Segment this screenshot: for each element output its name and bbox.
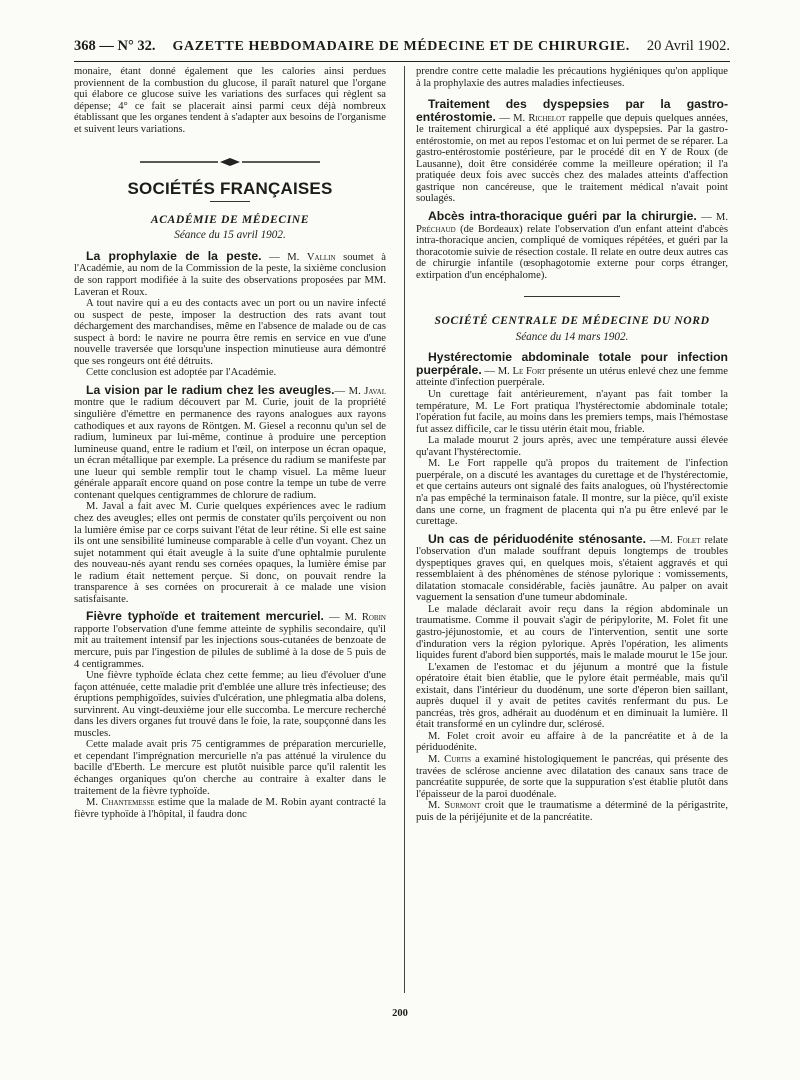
- section-heading: SOCIÉTÉS FRANÇAISES: [127, 179, 333, 199]
- left-column: [74, 66, 386, 820]
- author-name: Javal: [364, 385, 386, 397]
- article-paragraph: Cette conclusion est adoptée par l'Académie.: [86, 367, 277, 379]
- masthead-title: GAZETTE HEBDOMADAIRE DE MÉDECINE ET DE CHIRURGIE.: [172, 39, 630, 54]
- article-abscess: Abcès intra-thoracique guéri par la chirurgie. — M. Préchaud (de Bordeaux) relate l'observation d'un enfant atteint d'abcès intra-thoracique ancien, compliqué de vomiques répétées, et guéri par la thoracotomie suivie de résection costale. Il relate en outre deux autres cas de chirurgie infantile (œsophagotomie externe pour corps étranger, extirpation d'un encéphalome).: [416, 209, 728, 281]
- article-paragraph: Une fièvre typhoïde éclata chez cette femme; au lieu d'évoluer d'une façon atténuée, cette maladie prit d'emblée une allure très infectieuse; des éruptions pemphigoïdes, suivies d'ulcération, une phlegmatia alba dolens, survinrent. Au vingt-deuxième jour elle succomba. Le mercure recherché dans les divers organes fut trouvé dans le foie, la rate, soupçonné dans les muscles.: [74, 670, 386, 739]
- article-paragraph: M. Curtis a examiné histologiquement le pancréas, qui présente des travées de sclérose ancienne avec dilatation des canaux sans trace de pancréatite suppurée, de sorte que la suppuration s'est établie plutôt dans l'épaisseur de la paroi duodénale.: [416, 753, 728, 800]
- issue-date: 20 Avril 1902.: [646, 38, 730, 54]
- article-paragraph: M. Javal a fait avec M. Curie quelques expériences avec le radium chez des aveugles; elles ont permis de constater qu'ils perçoivent ou non la lumière émise par ce corps suivant l'état de leur rétine. Si elle est saine ils ont une sensibilité lumineuse comparable à celle d'un voyant. Chez un sujet notamment qui était aveugle à la suite d'une ophtalmie purulente des nouveau-nés ayant rendu ses cornées opaques, la lumière émise par le radium était nettement perçue. Si donc, on pouvait rendre la transparence à ses cornées on procurerait à ce malade une vision satisfaisante.: [74, 501, 386, 605]
- session-date: Séance du 15 avril 1902.: [174, 229, 286, 242]
- author-name: Vallin: [306, 251, 336, 263]
- article-title: Fièvre typhoïde et traitement mercuriel.: [86, 609, 324, 624]
- continued-paragraph: prendre contre cette maladie les précautions hygiéniques qu'on applique à la prophylaxie des autres maladies infectieuses.: [416, 66, 728, 89]
- article-title: Abcès intra-thoracique guéri par la chirurgie.: [428, 209, 697, 224]
- right-column: [416, 66, 728, 823]
- article-title: Un cas de périduodénite sténosante.: [428, 531, 647, 546]
- article-title: La vision par le radium chez les aveugles.: [86, 382, 335, 397]
- author-name: Folet: [676, 534, 701, 546]
- article-paragraph: Un curettage fait antérieurement, n'ayant pas fait tomber la température, M. Le Fort pratiqua l'hystérectomie abdominale totale; l'opération fut facile, au moins dans les premiers temps, mais l'hémostase fut assez difficile, car le tissu utérin était mou, friable.: [416, 389, 728, 435]
- article-paragraph: Cette malade avait pris 75 centigrammes de préparation mercurielle, et cependant l'imprégnation mercurielle n'a pas atténué la virulence du bacille d'Eberth. Le mercure est plutôt nuisible parce qu'il ralentit les échanges organiques qu'on cherche au contraire à exalter dans le traitement de la fièvre typhoïde.: [74, 739, 386, 797]
- author-name: Le Fort: [512, 365, 546, 377]
- session-date: Séance du 14 mars 1902.: [515, 330, 629, 343]
- author-name: Surmont: [444, 800, 481, 812]
- article-paragraph: La malade mourut 2 jours après, avec une température aussi élevée qu'avant l'hystérectomie.: [416, 435, 728, 458]
- author-name: Chantemesse: [101, 797, 155, 809]
- author-name: Curtis: [444, 753, 472, 765]
- article-paragraph: A tout navire qui a eu des contacts avec un port ou un navire infecté ou suspect de peste, imposer la destruction des rats avant tout déchargement des marchandises, même en l'absence de malade ou de cas suspect à bord: le navire ne pourra être remis en service en vue d'une nouvelle traversée que lorsqu'une inspection minutieuse aura démontré que ses rongeurs ont été détruits.: [74, 298, 386, 367]
- continued-paragraph: monaire, étant donné également que les calories ainsi perdues proviennent de la combustion du glucose, il paraît naturel que l'organe qui élabore ce glucose suive les variations des surfaces qui règlent sa dépense; 4° ce fait se placerait ainsi parmi ceux déjà nombreux établissant que les organes tendent à s'adapter aux besoins de l'organisme et suivent leurs variations.: [74, 66, 386, 135]
- article-title: La prophylaxie de la peste.: [86, 248, 262, 263]
- section-ornament: [140, 157, 320, 167]
- author-name: Richelot: [528, 112, 566, 124]
- article-plague: La prophylaxie de la peste. — M. Vallin soumet à l'Académie, au nom de la Commission de la peste, la sixième conclusion de son rapport modifiée à la suite des observations proposées par MM. Laveran et Roux. A tout navire qui a eu des contacts avec un port ou un navire infecté ou suspect de peste, imposer la destruction des rats avant tout déchargement des marchandises, même en l'absence de malade ou de cas suspect à bord: le navire ne pourra être remis en service en vue d'une nouvelle traversée que lorsqu'une inspection minutieuse aura démontré que ses rongeurs ont été détruits. Cette conclusion est adoptée par l'Académie.: [74, 248, 386, 379]
- article-paragraph: M. Chantemesse estime que la malade de M. Robin ayant contracté la fièvre typhoïde à l'hôpital, il faudra donc: [74, 797, 386, 820]
- page-folio: 200: [392, 1008, 408, 1019]
- article-title: Hystérectomie abdominale totale pour infection puerpérale.: [416, 350, 728, 377]
- article-paragraph: M. Folet croit avoir eu affaire à de la pancréatite et à de la périduodénite.: [416, 730, 728, 754]
- article-periduodenitis: Un cas de périduodénite sténosante. —M. Folet relate l'observation d'un malade souffrant depuis longtemps de troubles dyspeptiques graves qui, en quelques mois, s'étaient aggravés et qui ressemblaient à des phénomènes de sténose pylorique : vomissements, dilatation stomacale considérable, faciès jaunâtre. Au palper on avait vaguement la sensation d'une tumeur abdominale. Le malade déclarait avoir reçu dans la région abdominale un traumatisme. Comme il pouvait s'agir de péripylorite, M. Folet fit une gastro-jéjunostomie, et au cours de l'intervention, sentit une sorte d'induration vers la région pylorique. Après l'opération, les aliments liquides furent d'abord bien supportés, mais le malade mourut le 15e jour. L'examen de l'estomac et du jéjunum a montré que la fistule opératoire était bien établie, que le pylore était perméable, mais qu'il existait, dans l'intérieur du duodénum, une sorte d'éperon bien saillant, auprès duquel il y avait de petites cavités renfermant du pus. Le pancréas, très gros, adhérait au duodénum et en diminuait la lumière. Il était transformé en un cylindre dur, sclérosé. M. Folet croit avoir eu affaire à de la pancréatite et à de la périduodénite. M. Curtis a examiné histologiquement le pancréas, qui présente des travées de sclérose ancienne avec dilatation des canaux sans trace de pancréatite suppurée, de sorte que la suppuration s'est établie plutôt dans l'épaisseur de la paroi duodénale. M. Surmont croit que le traumatisme a déterminé de la périgastrite, puis de la périjéjunite et de la pancréatite.: [416, 531, 728, 823]
- author-name: Robin: [361, 612, 386, 624]
- header-rule: [74, 61, 730, 62]
- article-paragraph: M. Le Fort rappelle qu'à propos du traitement de l'infection puerpérale, on a discuté les avantages du curettage et de l'hystérectomie, et que certains auteurs ont signalé des faits analogues, où l'hystérectomie n'a pas empêché la terminaison fatale. Il montre, sur la pièce, qu'il existe dans une corne, un fragment de placenta qui n'a pu être enlevé par le curettage.: [416, 458, 728, 528]
- heading-rule: [210, 201, 250, 202]
- article-dyspepsia: Traitement des dyspepsies par la gastro-entérostomie. — M. Richelot rappelle que depuis quelques années, le traitement chirurgical a été appliqué aux dyspepsies. Par la gastro-entérostomie, on met au repos l'estomac et on lui permet de se réparer. La gastro-entérostomie postérieure, par le procédé dit en Y de Roux (de Lausanne), doit être considérée comme la meilleure opération; il l'a pratiquée deux fois avec succès chez des malades atteints d'affection gastrique non cancéreuse, que le traitement médical n'avait point soulagés.: [416, 97, 728, 205]
- article-paragraph: L'examen de l'estomac et du jéjunum a montré que la fistule opératoire était bien établie, que le pylore était perméable, mais qu'il existait, dans l'intérieur du duodénum, une sorte d'éperon bien saillant, auprès duquel il y avait de petites cavités renfermant du pus. Le pancréas, très gros, adhérait au duodénum et en diminuait la lumière. Il était transformé en un cylindre dur, sclérosé.: [416, 661, 728, 731]
- page-number: 368 — N° 32.: [74, 38, 156, 54]
- author-name: Préchaud: [416, 223, 456, 235]
- society-name: ACADÉMIE DE MÉDECINE: [150, 212, 310, 226]
- article-radium: La vision par le radium chez les aveugles.— M. Javal montre que le radium découvert par M. Curie, jouit de la propriété singulière d'émettre en permanence des rayons analogues aux rayons cathodiques et aux rayons de Röntgen. M. Giesel a reconnu qu'un sel de radium, lumineux par lui-même, continue à produire une perception lumineuse quand, entre le radium et l'œil, on interpose un écran opaque, un écran métallique par exemple. La présence du radium se manifeste par une lueur qui semble remplir tout le champ visuel. La même lueur générale apparaît encore quand on pose contre la tempe un tube de verre contenant quelques centigrammes de chlorure de radium. M. Javal a fait avec M. Curie quelques expériences avec le radium chez des aveugles; elles ont permis de constater qu'ils perçoivent ou non la lumière émise par ce corps suivant l'état de leur rétine. Si elle est saine ils ont une sensibilité lumineuse comparable à celle d'un voyant. Chez un sujet notamment qui était aveugle à la suite d'une ophtalmie purulente des nouveau-nés ayant rendu ses cornées opaques, la lumière émise par le radium était nettement perçue. Si donc, on pouvait rendre la transparence à ses cornées on procurerait à ce malade une vision satisfaisante.: [74, 382, 386, 605]
- column-divider: [404, 66, 405, 993]
- section-rule: [524, 296, 620, 297]
- running-header: [74, 38, 730, 60]
- society-name: SOCIÉTÉ CENTRALE DE MÉDECINE DU NORD: [434, 314, 710, 328]
- article-hysterectomy: Hystérectomie abdominale totale pour infection puerpérale. — M. Le Fort présente un utérus enlevé chez une femme atteinte d'infection puerpérale. Un curettage fait antérieurement, n'ayant pas fait tomber la température, M. Le Fort pratiqua l'hystérectomie abdominale totale; l'opération fut facile, au moins dans les premiers temps, mais l'hémostase fut assez difficile, car le tissu utérin était mou, friable. La malade mourut 2 jours après, avec une température aussi élevée qu'avant l'hystérectomie. M. Le Fort rappelle qu'à propos du traitement de l'infection puerpérale, on a discuté les avantages du curettage et de l'hystérectomie, et que certains auteurs ont signalé des faits analogues, où l'hystérectomie n'a pas empêché la terminaison fatale. Il montre, sur la pièce, qu'il existe dans une corne, un fragment de placenta qui n'a pu être enlevé par le curettage.: [416, 350, 728, 528]
- article-paragraph: M. Surmont croit que le traumatisme a déterminé de la périgastrite, puis de la périjéjunite et de la pancréatite.: [416, 800, 728, 823]
- article-paragraph: Le malade déclarait avoir reçu dans la région abdominale un traumatisme. Comme il pouvait s'agir de péripylorite, M. Folet fit une gastro-jéjunostomie, et au cours de l'intervention, sentit une sorte d'induration vers la région pylorique. Après l'opération, les aliments liquides furent d'abord bien supportés, mais le malade mourut le 15e jour.: [416, 603, 728, 662]
- article-title: Traitement des dyspepsies par la gastro-entérostomie.: [416, 97, 728, 124]
- article-typhoid: Fièvre typhoïde et traitement mercuriel. — M. Robin rapporte l'observation d'une femme atteinte de syphilis secondaire, qu'il mit au traitement intensif par les injections sous-cutanées de benzoate de mercure, puis par l'ingestion de pilules de sublimé à la dose de 5 puis de 4 centigrammes. Une fièvre typhoïde éclata chez cette femme; au lieu d'évoluer d'une façon atténuée, cette maladie prit d'emblée une allure très infectieuse; des éruptions pemphigoïdes, suivies d'ulcération, une phlegmatia alba dolens, survinrent. Au vingt-deuxième jour elle succomba. Le mercure recherché dans les divers organes fut trouvé dans le foie, la rate, soupçonné dans les muscles. Cette malade avait pris 75 centigrammes de préparation mercurielle, et cependant l'imprégnation mercurielle n'a pas atténué la virulence du bacille d'Eberth. Le mercure est plutôt nuisible parce qu'il ralentit les échanges organiques qu'on cherche au contraire à exalter dans le traitement de la fièvre typhoïde. M. Chantemesse estime que la malade de M. Robin ayant contracté la fièvre typhoïde à l'hôpital, il faudra donc: [74, 609, 386, 820]
